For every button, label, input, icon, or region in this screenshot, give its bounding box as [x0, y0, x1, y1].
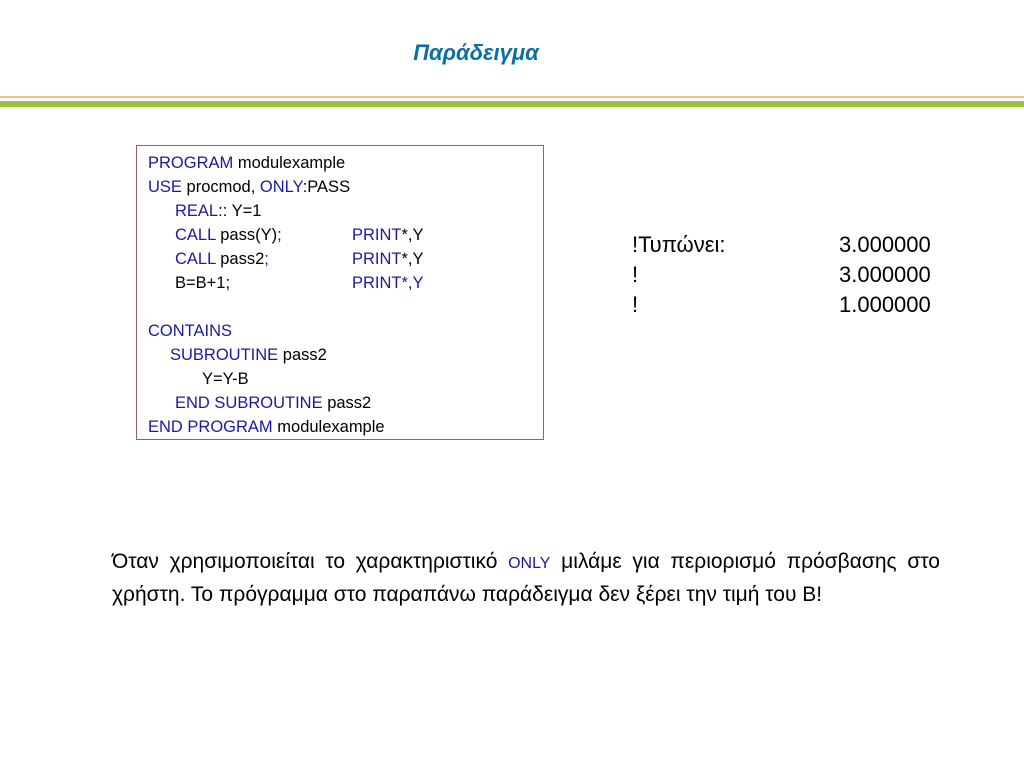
output-label: !	[632, 292, 639, 317]
paragraph-text: Όταν χρησιμοποιείται το χαρακτηριστικό	[112, 550, 509, 573]
code-keyword: USE	[148, 178, 182, 196]
code-keyword: PROGRAM	[148, 154, 234, 172]
code-keyword: PRINT	[352, 226, 402, 244]
code-text: :PASS	[302, 178, 351, 196]
output-label: !	[632, 262, 639, 287]
code-keyword: ONLY	[259, 178, 303, 196]
code-text: *,Y	[401, 226, 424, 244]
code-line-print-1	[352, 225, 424, 245]
code-line-assign	[202, 369, 249, 389]
code-line-end-program	[148, 417, 385, 437]
code-line-subroutine	[170, 345, 327, 365]
code-keyword: SUBROUTINE	[170, 346, 279, 364]
code-line-call-pass	[175, 225, 282, 245]
code-line-end-subroutine	[175, 393, 371, 413]
code-text: modulexample	[272, 418, 385, 436]
code-text: modulexample	[233, 154, 346, 172]
divider-thick	[0, 101, 1024, 107]
code-line-print-2	[352, 249, 424, 269]
code-text: :: Y=1	[218, 202, 262, 220]
slide-title: Παράδειγμα	[413, 40, 539, 65]
code-keyword: CONTAINS	[148, 322, 233, 340]
code-keyword: REAL	[175, 202, 219, 220]
code-line-real	[175, 201, 261, 221]
output-value: 1.000000	[839, 292, 931, 317]
code-keyword: END SUBROUTINE	[175, 394, 323, 412]
code-line-increment	[175, 273, 230, 293]
code-text: procmod,	[181, 178, 260, 196]
paragraph-keyword: ONLY	[508, 555, 551, 572]
code-keyword: END PROGRAM	[148, 418, 273, 436]
paragraph-text: μιλάμε για περιορισμό πρόσβασης στο χρήστη. Το πρόγραμμα στο παραπάνω παράδειγμα δεν ξέρει την τιμή του B!	[112, 550, 940, 606]
code-keyword: PRINT*,Y	[352, 274, 424, 292]
code-keyword: PRINT	[352, 250, 402, 268]
code-keyword: ;	[277, 226, 282, 244]
code-text: Y=Y-B	[202, 370, 249, 388]
output-value: 3.000000	[839, 232, 931, 257]
code-keyword: ;	[264, 250, 269, 268]
divider-thin	[0, 96, 1024, 98]
code-text: pass(Y)	[215, 226, 278, 244]
code-text: pass2	[278, 346, 327, 364]
code-text: B=B+1;	[175, 274, 231, 292]
code-text: *,Y	[401, 250, 424, 268]
code-text: pass2	[322, 394, 372, 412]
code-keyword: CALL	[175, 226, 216, 244]
code-text: pass2	[215, 250, 265, 268]
output-label: !Τυπώνει:	[632, 232, 726, 257]
code-line-contains	[148, 321, 232, 341]
code-line-use	[148, 177, 350, 197]
code-keyword: CALL	[175, 250, 216, 268]
code-line-program	[148, 153, 345, 173]
explanation-paragraph	[112, 546, 940, 610]
code-line-print-3	[352, 273, 424, 293]
code-line-call-pass2	[175, 249, 269, 269]
output-value: 3.000000	[839, 262, 931, 287]
